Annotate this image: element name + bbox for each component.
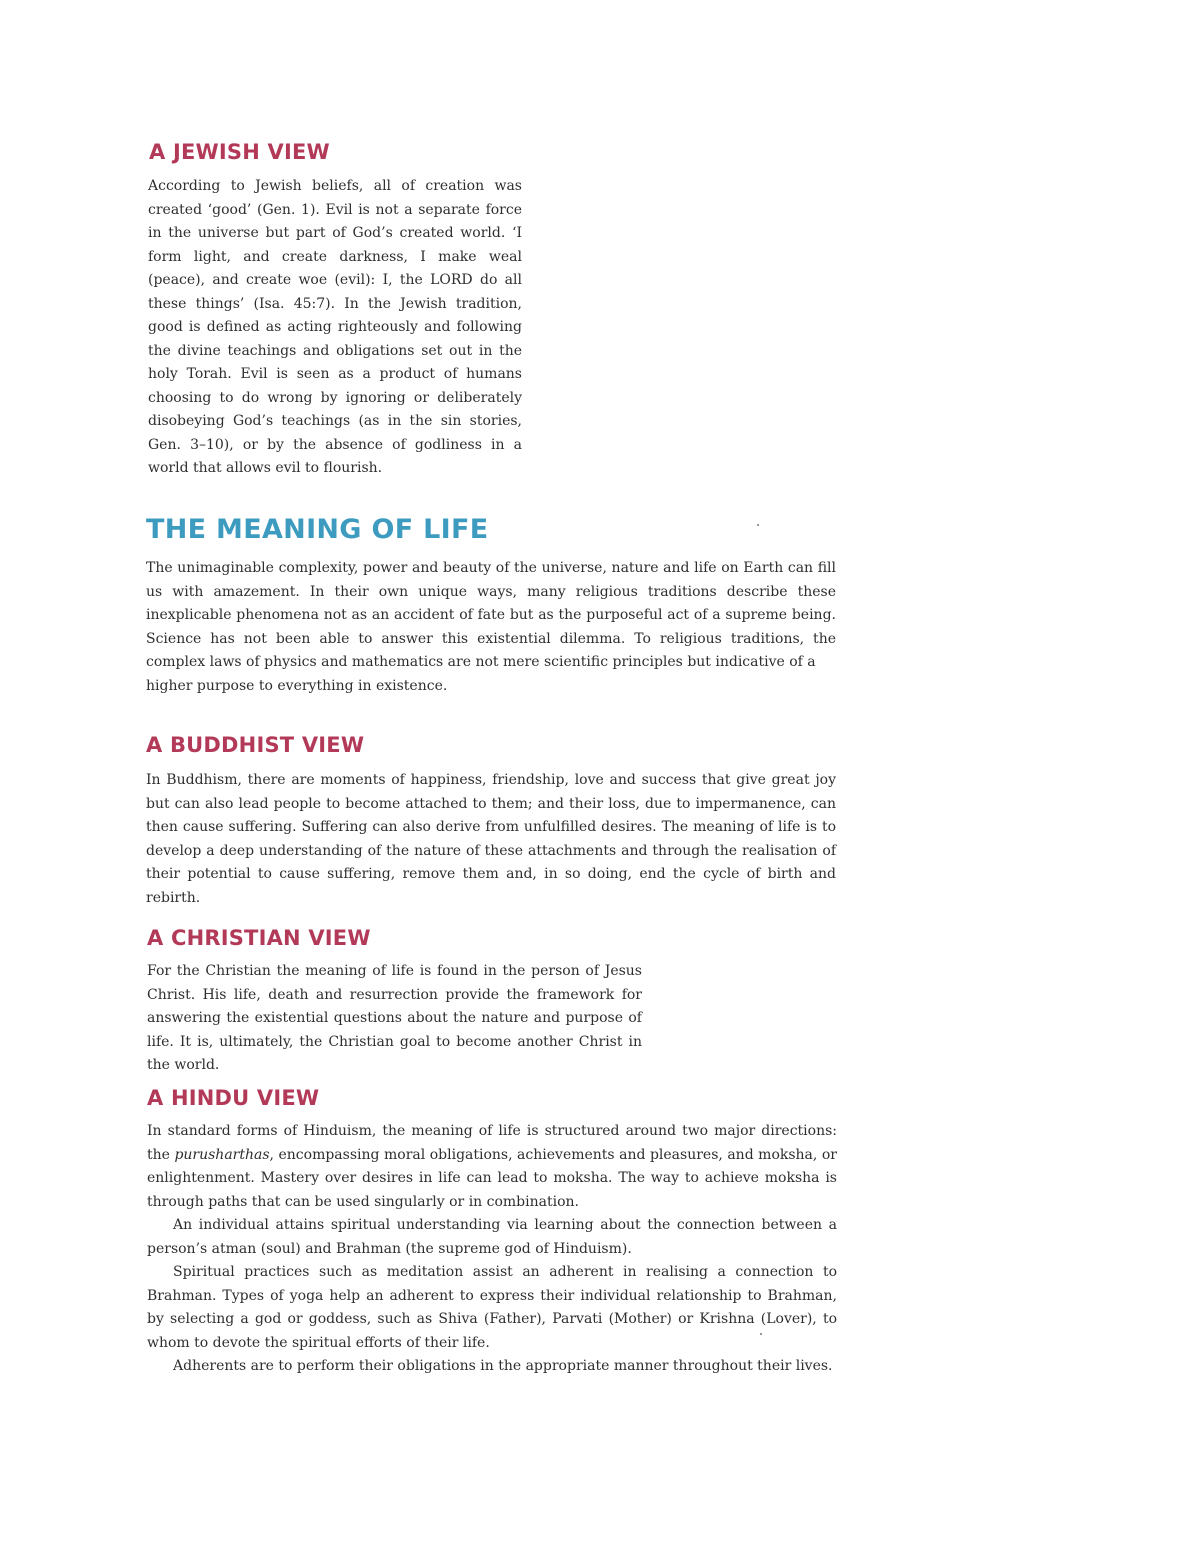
meaning-of-life-body-end: higher purpose to everything in existence. [146, 677, 448, 694]
hindu-p1-after: , encompassing moral obligations, achievements and pleasures, and moksha, or enlightenment. Mastery over desires in life can lead to moksha. The way to achieve moksha is through paths that can be used singularly or in combination. [147, 1146, 837, 1210]
hindu-view-body [147, 1120, 837, 1379]
hindu-paragraph-2: An individual attains spiritual understanding via learning about the connection between a person’s atman (soul) and Brahman (the supreme god of Hinduism). [147, 1217, 837, 1257]
meaning-of-life-title: THE MEANING OF LIFE [146, 514, 489, 545]
hindu-p1-before: In standard forms of Hinduism, the meaning of life is structured around two major directions: the [147, 1123, 837, 1163]
meaning-of-life-body-main: The unimaginable complexity, power and beauty of the universe, nature and life on Earth can fill us with amazement. In their own unique ways, many religious traditions describe these inexplicable phenomena not as an accident of fate but as the purposeful act of a supreme being. Science has not been able to answer this existential dilemma. To religious traditions, the complex laws of physics and mathematics are not mere scientific principles but indicative of a [146, 560, 836, 670]
hindu-p1-italic-term: purusharthas [174, 1146, 270, 1163]
hindu-paragraph-3: Spiritual practices such as meditation assist an adherent in realising a connection to Brahman. Types of yoga help an adherent to express their individual relationship to Brahman, by selecting a god or goddess, such as Shiva (Father), Parvati (Mother) or Krishna (Lover), to whom to devote the spiritual efforts of their life. [147, 1264, 837, 1351]
christian-view-body: For the Christian the meaning of life is found in the person of Jesus Christ. His life, death and resurrection provide the framework for answering the existential questions about the nature and purpose of life. It is, ultimately, the Christian goal to become another Christ in the world. [147, 963, 642, 1073]
meaning-of-life-body [146, 557, 836, 698]
scan-speck [757, 524, 759, 526]
scan-speck [760, 1333, 762, 1335]
buddhist-view-heading: A BUDDHIST VIEW [146, 733, 365, 757]
hindu-paragraph-1 [147, 1120, 837, 1214]
jewish-view-heading: A JEWISH VIEW [149, 140, 330, 164]
hindu-view-heading: A HINDU VIEW [147, 1086, 320, 1110]
buddhist-view-body: In Buddhism, there are moments of happiness, friendship, love and success that give great joy but can also lead people to become attached to them; and their loss, due to impermanence, can then cause suffering. Suffering can also derive from unfulfilled desires. The meaning of life is to develop a deep understanding of the nature of these attachments and through the realisation of their potential to cause suffering, remove them and, in so doing, end the cycle of birth and rebirth. [146, 772, 836, 906]
hindu-paragraph-4: Adherents are to perform their obligations in the appropriate manner throughout their lives. [173, 1358, 833, 1374]
jewish-view-body: According to Jewish beliefs, all of creation was created ‘good’ (Gen. 1). Evil is not a separate force in the universe but part of God’s created world. ‘I form light, and create darkness, I make weal (peace), and create woe (evil): I, the LORD do all these things’ (Isa. 45:7). In the Jewish tradition, good is defined as acting righteously and following the divine teachings and obligations set out in the holy Torah. Evil is seen as a product of humans choosing to do wrong by ignoring or deliberately disobeying God’s teachings (as in the sin stories, Gen. 3–10), or by the absence of godliness in a world that allows evil to flourish. [148, 178, 522, 476]
christian-view-heading: A CHRISTIAN VIEW [147, 926, 371, 950]
